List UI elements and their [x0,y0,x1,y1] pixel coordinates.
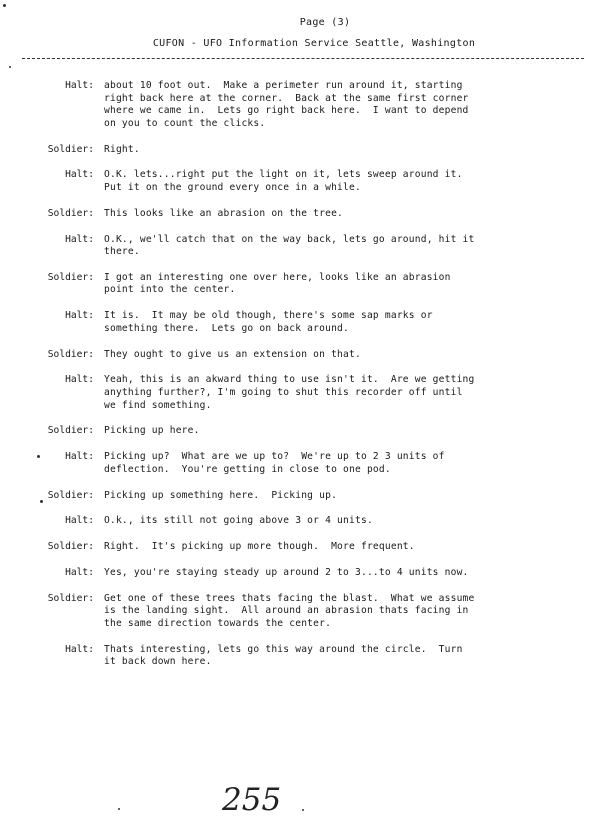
speech-text: Thats interesting, lets go this way around the circle. Turn it back down here. [104,643,463,668]
page-header [0,17,600,49]
dialogue-entry [0,310,600,335]
dialogue-entry [0,374,600,412]
scan-speck [118,808,120,810]
speaker-label: Soldier: [47,143,94,155]
speech-text: Yes, you're staying steady up around 2 to 3...to 4 units now. [104,566,469,578]
speech-text: This looks like an abrasion on the tree. [104,207,344,219]
dialogue-entry [0,144,600,157]
scan-speck [9,66,11,68]
dialogue-entry [0,515,600,528]
speech-text: They ought to give us an extension on that. [104,348,361,360]
speech-text: Right. [104,143,140,155]
speech-text: Picking up here. [104,425,200,437]
scan-speck [302,809,304,811]
speech-text: I got an interesting one over here, looks like an abrasion point into the center. [104,271,451,296]
speaker-label: Halt: [65,643,94,655]
scan-speck [37,455,40,458]
dialogue-entry [0,644,600,669]
dialogue-entry [0,80,600,130]
handwritten-page-number: 255 [222,782,282,818]
speaker-label: Halt: [65,80,94,91]
dialogue-entry [0,541,600,554]
dialogue-entry [0,349,600,362]
speaker-label: Soldier: [47,425,94,437]
speech-text: Picking up something here. Picking up. [104,489,338,501]
dialogue-entry [0,272,600,297]
dialogue-entry [0,234,600,259]
speaker-label: Halt: [65,169,94,181]
speaker-label: Soldier: [47,348,94,360]
scan-speck [40,500,43,503]
speech-text: O.k., its still not going above 3 or 4 units. [104,515,373,527]
dialogue-entry [0,208,600,221]
speech-text: Get one of these trees thats facing the blast. What we assume is the landing sight. All around an abrasion thats facing in the same direction towards the center. [104,592,475,629]
speech-text: It is. It may be old though, there's some sap marks or something there. Lets go on back around. [104,310,433,334]
speaker-label: Soldier: [47,207,94,219]
scan-speck [3,4,6,7]
speaker-label: Halt: [65,374,94,386]
speaker-label: Halt: [65,310,94,322]
dialogue-entry [0,169,600,194]
dialogue-entry [0,451,600,476]
dialogue-entry [0,490,600,503]
organization-line: CUFON - UFO Information Service Seattle, Washington [152,38,476,49]
speaker-label: Halt: [65,233,94,245]
speech-text: O.K. lets...right put the light on it, lets sweep around it. Put it on the ground every once in a while. [104,169,463,193]
page-number: Page (3) [299,17,351,28]
dialogue-entry [0,425,600,438]
transcript [0,80,600,682]
speech-text: Yeah, this is an akward thing to use isn't it. Are we getting anything further?, I'm going to shut this recorder off until we find something. [104,374,475,411]
speaker-label: Halt: [65,515,94,527]
speech-text: O.K., we'll catch that on the way back, lets go around, hit it there. [104,233,475,258]
speech-text: Picking up? What are we up to? We're up to 2 3 units of deflection. You're getting in close to one pod. [104,451,445,475]
speaker-label: Soldier: [47,592,94,604]
speaker-label: Soldier: [47,541,94,553]
speech-text: about 10 foot out. Make a perimeter run around it, starting right back here at the corner. Back at the same first corner where we came in. Lets go right back here. I want to depend on you to count the clicks. [104,80,469,129]
speaker-label: Soldier: [47,271,94,283]
speaker-label: Halt: [65,566,94,578]
speaker-label: Soldier: [47,489,94,501]
speech-text: Right. It's picking up more though. More frequent. [104,541,415,553]
dialogue-entry [0,593,600,631]
dialogue-entry [0,567,600,580]
header-divider [22,58,584,59]
speaker-label: Halt: [65,451,94,463]
